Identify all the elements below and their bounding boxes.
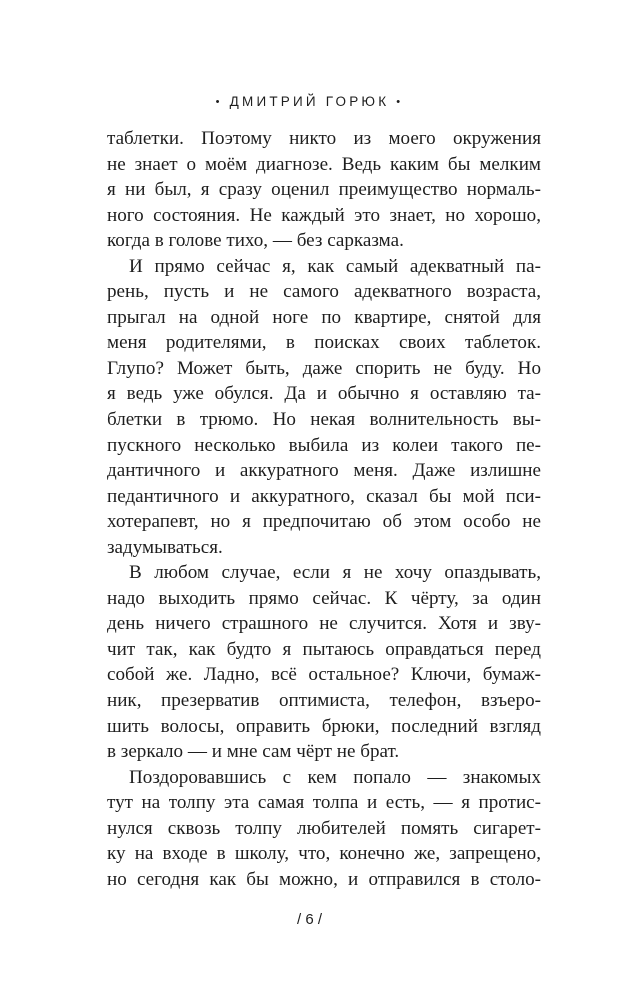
text-line: чит так, как будто я пытаюсь оправдаться перед [107, 638, 541, 660]
text-line: в зеркало — и мне сам чёрт не брат. [107, 741, 400, 763]
header-author: ДМИТРИЙ ГОРЮК [229, 94, 390, 109]
text-line: дантичного и аккуратного меня. Даже излишне [107, 460, 541, 482]
page-number: / 6 / [296, 911, 322, 928]
text-line: шить волосы, оправить брюки, последний взгляд [107, 715, 541, 737]
paragraph-2 [107, 254, 541, 561]
text-line: ник, презерватив оптимиста, телефон, взъеро- [107, 690, 541, 712]
text-line: педантичного и аккуратного, сказал бы мой пси- [107, 485, 541, 507]
paragraph-1 [107, 126, 541, 254]
text-line: нулся сквозь толпу любителей помять сигарет- [107, 817, 541, 839]
text-line: ного состояния. Не каждый это знает, но хорошо, [107, 204, 541, 226]
text-line: не знает о моём диагнозе. Ведь каким бы мелким [107, 153, 541, 175]
text-line: блетки в трюмо. Но некая волнительность вы- [107, 409, 541, 431]
text-line: задумываться. [107, 536, 223, 558]
text-line: В любом случае, если я не хочу опаздывать, [129, 562, 541, 584]
text-line: таблетки. Поэтому никто из моего окружения [107, 128, 541, 149]
text-line: я ни был, я сразу оценил преимущество нормаль- [107, 179, 541, 201]
text-line: ку на входе в школу, что, конечно же, запрещено, [107, 843, 541, 865]
text-line: рень, пусть и не самого адекватного возраста, [107, 281, 541, 303]
text-line: надо выходить прямо сейчас. К чёрту, за один [107, 587, 541, 609]
text-line: прыгал на одной ноге по квартире, снятой для [107, 306, 541, 328]
paragraph-4 [107, 765, 541, 893]
text-line: меня родителями, в поисках своих таблеток. [107, 332, 541, 354]
text-line: пускного несколько выбила из колеи такого пе- [107, 434, 541, 456]
text-line: И прямо сейчас я, как самый адекватный па- [129, 255, 541, 277]
text-line: тут на толпу эта самая толпа и есть, — я протис- [107, 792, 541, 814]
text-line: когда в голове тихо, — без сарказма. [107, 230, 404, 252]
running-header [0, 92, 619, 113]
text-line: Глупо? Может быть, даже спорить не буду. Но [107, 357, 541, 379]
text-line: Поздоровавшись с кем попало — знакомых [129, 766, 541, 788]
header-bullet-right: • [396, 96, 404, 108]
text-line: хотерапевт, но я предпочитаю об этом особо не [107, 511, 541, 533]
text-line: но сегодня как бы можно, и отправился в столо- [107, 868, 541, 890]
body-text [107, 126, 541, 892]
text-line: день ничего страшного не случится. Хотя и зву- [107, 613, 541, 635]
text-line: собой же. Ладно, всё остальное? Ключи, бумаж- [107, 664, 541, 686]
paragraph-3 [107, 560, 541, 764]
text-line: я ведь уже обулся. Да и обычно я оставляю та- [107, 383, 541, 405]
header-bullet-left: • [215, 96, 223, 108]
